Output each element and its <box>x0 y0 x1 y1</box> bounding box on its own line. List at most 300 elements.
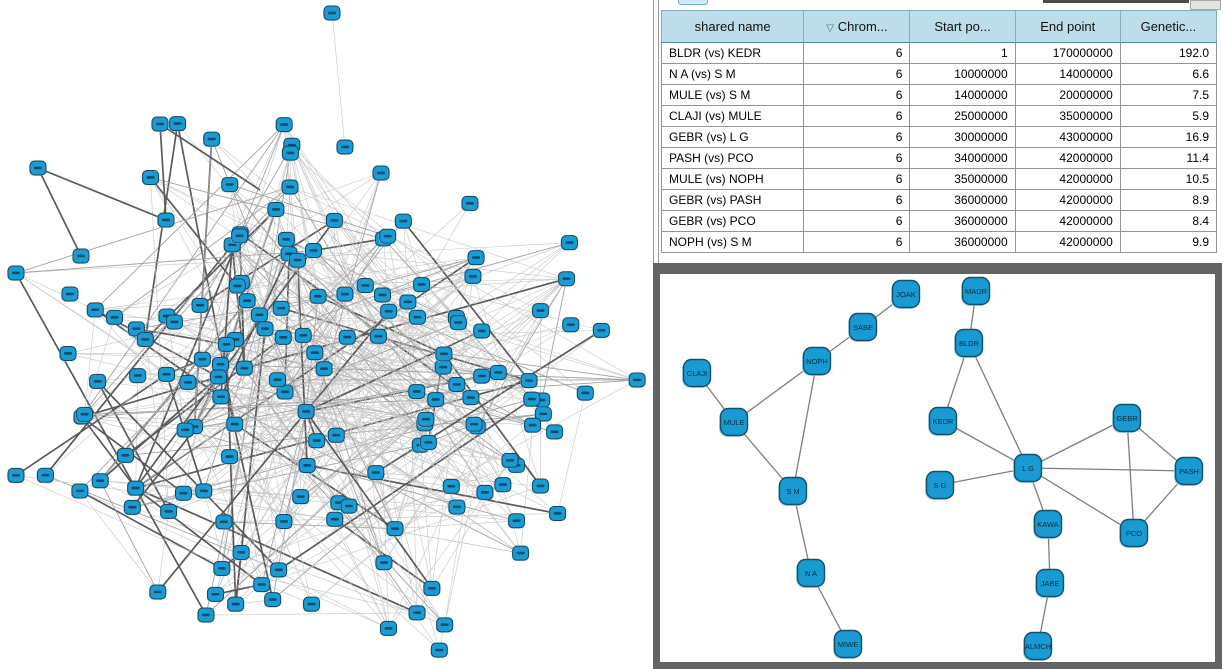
node-label-smudge <box>470 423 478 426</box>
table-cell[interactable]: 34000000 <box>910 148 1015 169</box>
network-node[interactable] <box>408 606 425 621</box>
table-cell[interactable]: 35000000 <box>1015 106 1120 127</box>
toolbar-divider-fragment <box>1043 0 1189 3</box>
node-label-smudge <box>343 336 351 339</box>
network-node[interactable] <box>213 561 230 576</box>
network-node[interactable] <box>532 479 549 494</box>
network-node[interactable] <box>29 161 46 176</box>
node-label-smudge <box>200 490 208 493</box>
network-node[interactable] <box>282 146 299 161</box>
table-cell[interactable]: 42000000 <box>1015 148 1120 169</box>
network-edge[interactable] <box>1028 468 1189 471</box>
table-cell[interactable]: 14000000 <box>910 85 1015 106</box>
network-node[interactable] <box>473 369 490 384</box>
network-node[interactable] <box>292 490 309 505</box>
network-node[interactable] <box>194 352 211 367</box>
node-label-smudge <box>413 611 421 614</box>
network-node[interactable] <box>1174 458 1202 486</box>
table-cell[interactable]: 35000000 <box>910 169 1015 190</box>
table-cell[interactable]: 42000000 <box>1015 211 1120 232</box>
table-cell[interactable]: 42000000 <box>1015 190 1120 211</box>
network-node[interactable] <box>210 370 227 385</box>
table-row[interactable] <box>662 148 1217 169</box>
network-node[interactable] <box>420 435 437 450</box>
network-node[interactable] <box>549 506 566 521</box>
table-cell[interactable]: GEBR (vs) L G <box>662 127 804 148</box>
network-node[interactable] <box>431 643 448 658</box>
node-label-smudge <box>280 123 288 126</box>
node-label-smudge <box>299 334 307 337</box>
network-node[interactable] <box>294 328 311 343</box>
node-label-smudge <box>499 483 507 486</box>
network-node[interactable] <box>467 251 484 266</box>
network-edge <box>224 522 395 529</box>
network-node[interactable] <box>1013 455 1041 483</box>
network-node[interactable] <box>558 272 575 287</box>
node-label-smudge <box>361 284 369 287</box>
network-edge <box>85 317 115 414</box>
node-label-smudge <box>286 186 294 189</box>
network-node[interactable] <box>281 180 298 195</box>
network-node[interactable] <box>395 214 412 229</box>
network-node[interactable] <box>476 485 493 500</box>
filter-icon[interactable]: ▽ <box>826 23 834 34</box>
network-node[interactable] <box>221 178 238 193</box>
column-header-1[interactable] <box>804 11 910 43</box>
network-node[interactable] <box>380 621 397 636</box>
network-node[interactable] <box>465 417 482 432</box>
network-node[interactable] <box>71 484 88 499</box>
network-node[interactable] <box>158 367 175 382</box>
node-label-smudge <box>128 506 136 509</box>
table-cell[interactable]: 7.5 <box>1120 85 1216 106</box>
table-cell[interactable]: 6 <box>804 85 910 106</box>
network-node[interactable] <box>374 288 391 303</box>
table-cell[interactable]: 6 <box>804 64 910 85</box>
network-node[interactable] <box>719 409 747 437</box>
node-label-smudge <box>261 327 269 330</box>
network-node[interactable] <box>37 468 54 483</box>
network-node[interactable] <box>203 132 220 147</box>
table-cell[interactable]: GEBR (vs) PCO <box>662 211 804 232</box>
small-network-canvas[interactable] <box>660 274 1215 662</box>
table-cell[interactable]: 42000000 <box>1015 169 1120 190</box>
network-node[interactable] <box>593 323 610 338</box>
column-header-2[interactable] <box>910 11 1015 43</box>
network-node[interactable] <box>231 229 248 244</box>
network-node[interactable] <box>367 466 384 481</box>
network-node[interactable] <box>323 6 340 21</box>
table-row[interactable] <box>662 169 1217 190</box>
node-label-smudge <box>217 363 225 366</box>
network-node[interactable] <box>229 279 246 294</box>
network-node[interactable] <box>532 304 549 319</box>
network-node[interactable] <box>443 479 460 494</box>
network-node[interactable] <box>179 375 196 390</box>
network-node[interactable] <box>298 458 315 473</box>
table-row[interactable] <box>662 190 1217 211</box>
network-node[interactable] <box>436 618 453 633</box>
network-node[interactable] <box>169 117 186 132</box>
table-cell[interactable]: BLDR (vs) KEDR <box>662 43 804 64</box>
network-node[interactable] <box>494 478 511 493</box>
network-node[interactable] <box>72 249 89 264</box>
network-node[interactable] <box>336 287 353 302</box>
column-header-3[interactable] <box>1015 11 1120 43</box>
table-cell[interactable]: 5.9 <box>1120 106 1216 127</box>
network-node[interactable] <box>682 360 710 388</box>
network-node[interactable] <box>142 171 159 186</box>
network-node[interactable] <box>106 310 123 325</box>
network-node[interactable] <box>501 453 518 468</box>
network-node[interactable] <box>928 408 956 436</box>
node-label: JOAK <box>896 289 916 299</box>
network-node[interactable] <box>1035 570 1063 598</box>
node-label-smudge <box>94 380 102 383</box>
network-edge[interactable] <box>793 361 817 491</box>
network-node[interactable] <box>212 390 229 405</box>
network-node[interactable] <box>251 308 268 323</box>
table-cell[interactable]: 36000000 <box>910 211 1015 232</box>
node-label-smudge <box>372 471 380 474</box>
table-row[interactable] <box>662 211 1217 232</box>
column-header-label: Chrom... <box>837 19 888 34</box>
table-cell[interactable]: 8.4 <box>1120 211 1216 232</box>
network-node[interactable] <box>372 166 389 181</box>
network-node[interactable] <box>272 301 289 316</box>
network-node[interactable] <box>274 330 291 345</box>
table-cell[interactable]: 30000000 <box>910 127 1015 148</box>
table-cell[interactable]: 10000000 <box>910 64 1015 85</box>
network-node[interactable] <box>462 391 479 406</box>
network-node[interactable] <box>802 348 830 376</box>
table-cell[interactable]: 14000000 <box>1015 64 1120 85</box>
network-node[interactable] <box>435 347 452 362</box>
network-node[interactable] <box>370 329 387 344</box>
network-node[interactable] <box>448 500 465 515</box>
node-label-smudge <box>302 410 310 413</box>
network-node[interactable] <box>289 253 306 268</box>
node-label: ALMCH <box>1024 641 1052 651</box>
table-cell[interactable]: 43000000 <box>1015 127 1120 148</box>
network-edge <box>100 481 158 592</box>
node-label-smudge <box>134 374 142 377</box>
network-node[interactable] <box>7 266 24 281</box>
table-cell[interactable]: CLAJI (vs) MULE <box>662 106 804 127</box>
table-cell[interactable]: 192.0 <box>1120 43 1216 64</box>
network-node[interactable] <box>380 304 397 319</box>
network-node[interactable] <box>275 515 292 530</box>
network-node[interactable] <box>427 393 444 408</box>
network-node[interactable] <box>508 514 525 529</box>
node-label-smudge <box>196 304 204 307</box>
network-node[interactable] <box>961 278 989 306</box>
node-label-smudge <box>179 492 187 495</box>
table-cell[interactable]: N A (vs) S M <box>662 64 804 85</box>
network-node[interactable] <box>176 423 193 438</box>
network-node[interactable] <box>464 269 481 284</box>
table-row[interactable] <box>662 64 1217 85</box>
node-label-smudge <box>308 603 316 606</box>
node-label-smudge <box>536 485 544 488</box>
network-node[interactable] <box>308 434 325 449</box>
node-label-smudge <box>258 583 266 586</box>
network-node[interactable] <box>160 504 177 519</box>
network-node[interactable] <box>232 545 249 560</box>
network-node[interactable] <box>61 287 78 302</box>
table-cell[interactable]: NOPH (vs) S M <box>662 232 804 253</box>
node-label-smudge <box>198 358 206 361</box>
node-label-smudge <box>154 591 162 594</box>
node-label-smudge <box>528 398 536 401</box>
network-node[interactable] <box>512 546 529 561</box>
table-cell[interactable]: 42000000 <box>1015 232 1120 253</box>
network-node[interactable] <box>848 314 876 342</box>
table-cell[interactable]: 25000000 <box>910 106 1015 127</box>
network-node[interactable] <box>221 450 238 465</box>
node-label-smudge <box>277 307 285 310</box>
network-node[interactable] <box>408 385 425 400</box>
network-node[interactable] <box>226 417 243 432</box>
network-node[interactable] <box>89 374 106 389</box>
table-cell[interactable]: 6 <box>804 43 910 64</box>
column-header-label: Genetic... <box>1140 19 1197 34</box>
network-edge <box>160 124 166 220</box>
node-label-smudge <box>441 623 449 626</box>
table-cell[interactable]: MULE (vs) NOPH <box>662 169 804 190</box>
network-node[interactable] <box>91 474 108 489</box>
network-node[interactable] <box>157 213 174 228</box>
network-node[interactable] <box>375 556 392 571</box>
node-label-smudge <box>525 379 533 382</box>
node-label: JABE <box>1040 578 1060 588</box>
node-label-smudge <box>432 398 440 401</box>
node-label-smudge <box>581 392 589 395</box>
node-label-smudge <box>170 321 178 324</box>
table-cell[interactable]: MULE (vs) S M <box>662 85 804 106</box>
table-row[interactable] <box>662 127 1217 148</box>
network-node[interactable] <box>137 333 154 348</box>
table-cell[interactable]: 11.4 <box>1120 148 1216 169</box>
node-label-smudge <box>506 459 514 462</box>
node-label-smudge <box>328 12 336 15</box>
network-node[interactable] <box>523 392 540 407</box>
network-node[interactable] <box>562 318 579 333</box>
network-node[interactable] <box>386 522 403 537</box>
node-label-smudge <box>282 238 290 241</box>
node-label-smudge <box>404 301 412 304</box>
table-cell[interactable]: PASH (vs) PCO <box>662 148 804 169</box>
network-node[interactable] <box>796 560 824 588</box>
table-cell[interactable]: 6 <box>804 106 910 127</box>
network-node[interactable] <box>166 315 183 330</box>
edge-table-panel <box>661 10 1217 253</box>
table-row[interactable] <box>662 43 1217 64</box>
table-cell[interactable]: 6 <box>804 127 910 148</box>
table-cell[interactable]: 8.9 <box>1120 190 1216 211</box>
table-cell[interactable]: 9.9 <box>1120 232 1216 253</box>
network-node[interactable] <box>461 196 478 211</box>
network-node[interactable] <box>238 294 255 309</box>
network-node[interactable] <box>1033 511 1061 539</box>
node-label-smudge <box>279 336 287 339</box>
network-node[interactable] <box>417 412 434 427</box>
network-node[interactable] <box>1112 405 1140 433</box>
network-node[interactable] <box>520 374 537 389</box>
node-label-smudge <box>424 441 432 444</box>
node-label-smudge <box>399 220 407 223</box>
network-node[interactable] <box>86 303 103 318</box>
node-label-smudge <box>379 294 387 297</box>
network-node[interactable] <box>379 229 396 244</box>
network-node[interactable] <box>269 373 286 388</box>
network-node[interactable] <box>954 330 982 358</box>
network-node[interactable] <box>236 361 253 376</box>
node-label: S M <box>786 486 800 496</box>
network-node[interactable] <box>357 279 374 294</box>
table-cell[interactable]: 6 <box>804 190 910 211</box>
node-label-smudge <box>428 587 436 590</box>
node-label-smudge <box>232 603 240 606</box>
network-node[interactable] <box>227 597 244 612</box>
node-label-smudge <box>467 396 475 399</box>
table-cell[interactable]: 170000000 <box>1015 43 1120 64</box>
table-cell[interactable]: 20000000 <box>1015 85 1120 106</box>
network-node[interactable] <box>215 515 232 530</box>
node-label-smudge <box>231 423 239 426</box>
network-node[interactable] <box>305 244 322 259</box>
node-label-smudge <box>454 321 462 324</box>
network-node[interactable] <box>336 140 353 155</box>
network-node[interactable] <box>891 281 919 309</box>
network-edge <box>477 279 566 427</box>
node-label-smudge <box>331 518 339 521</box>
network-node[interactable] <box>197 608 214 623</box>
network-node[interactable] <box>450 316 467 331</box>
network-node[interactable] <box>1023 633 1051 661</box>
network-node[interactable] <box>434 360 451 375</box>
network-node[interactable] <box>315 362 332 377</box>
network-node[interactable] <box>191 298 208 313</box>
network-node[interactable] <box>124 500 141 515</box>
node-label: CLAJI <box>686 368 708 378</box>
network-node[interactable] <box>561 236 578 251</box>
column-header-4[interactable] <box>1120 11 1216 43</box>
table-cell[interactable]: 6 <box>804 211 910 232</box>
network-node[interactable] <box>448 377 465 392</box>
network-node[interactable] <box>275 118 292 133</box>
table-row[interactable] <box>662 85 1217 106</box>
network-node[interactable] <box>326 213 343 228</box>
network-node[interactable] <box>267 203 284 218</box>
network-node[interactable] <box>76 407 93 422</box>
network-edge <box>408 243 570 302</box>
network-node[interactable] <box>175 486 192 501</box>
node-label: GEBR <box>1116 413 1138 423</box>
table-row[interactable] <box>662 232 1217 253</box>
network-node[interactable] <box>303 597 320 612</box>
network-node[interactable] <box>264 593 281 608</box>
node-label-smudge <box>303 464 311 467</box>
network-node[interactable] <box>297 405 314 420</box>
table-cell[interactable]: 6 <box>804 232 910 253</box>
network-node[interactable] <box>253 578 270 593</box>
node-label-smudge <box>281 391 289 394</box>
column-header-0[interactable] <box>662 11 804 43</box>
network-node[interactable] <box>489 365 506 380</box>
table-cell[interactable]: 6 <box>804 148 910 169</box>
network-node[interactable] <box>256 322 273 337</box>
network-node[interactable] <box>576 386 593 401</box>
network-node[interactable] <box>1119 520 1147 548</box>
network-node[interactable] <box>778 478 806 506</box>
network-node[interactable] <box>129 369 146 384</box>
node-label-smudge <box>413 316 421 319</box>
table-cell[interactable]: GEBR (vs) PASH <box>662 190 804 211</box>
network-node[interactable] <box>127 481 144 496</box>
network-edge[interactable] <box>969 343 1028 468</box>
network-node[interactable] <box>309 289 326 304</box>
table-cell[interactable]: 36000000 <box>910 232 1015 253</box>
node-label-smudge <box>141 338 149 341</box>
node-label-smudge <box>478 375 486 378</box>
network-node[interactable] <box>149 585 166 600</box>
network-node[interactable] <box>413 278 430 293</box>
network-node[interactable] <box>628 373 645 388</box>
network-node[interactable] <box>399 295 416 310</box>
network-node[interactable] <box>546 425 563 440</box>
table-cell[interactable]: 1 <box>910 43 1015 64</box>
network-node[interactable] <box>925 472 953 500</box>
node-label-smudge <box>286 152 294 155</box>
network-node[interactable] <box>270 563 287 578</box>
network-node[interactable] <box>278 232 295 247</box>
table-cell[interactable]: 6.6 <box>1120 64 1216 85</box>
network-node[interactable] <box>218 337 235 352</box>
network-edge <box>95 125 284 310</box>
network-node[interactable] <box>207 587 224 602</box>
table-cell[interactable]: 16.9 <box>1120 127 1216 148</box>
node-label-smudge <box>226 183 234 186</box>
node-label: KEDR <box>932 416 954 426</box>
network-node[interactable] <box>338 330 355 345</box>
network-node[interactable] <box>423 581 440 596</box>
network-node[interactable] <box>7 468 24 483</box>
network-node[interactable] <box>326 512 343 527</box>
table-cell[interactable]: 36000000 <box>910 190 1015 211</box>
network-node[interactable] <box>306 346 323 361</box>
network-node[interactable] <box>195 484 212 499</box>
network-node[interactable] <box>59 347 76 362</box>
network-node[interactable] <box>833 631 861 659</box>
node-label-smudge <box>633 379 641 382</box>
network-edge[interactable] <box>1127 418 1134 533</box>
network-node[interactable] <box>409 310 426 325</box>
network-node[interactable] <box>524 418 541 433</box>
table-cell[interactable]: 10.5 <box>1120 169 1216 190</box>
network-node[interactable] <box>151 117 168 132</box>
node-label-smudge <box>243 299 251 302</box>
network-node[interactable] <box>117 448 134 463</box>
node-label-smudge <box>385 310 393 313</box>
node-label-smudge <box>214 376 222 379</box>
node-label-smudge <box>539 413 547 416</box>
table-cell[interactable]: 6 <box>804 169 910 190</box>
network-node[interactable] <box>328 428 345 443</box>
network-node[interactable] <box>340 499 357 514</box>
table-row[interactable] <box>662 106 1217 127</box>
network-node[interactable] <box>473 324 490 339</box>
